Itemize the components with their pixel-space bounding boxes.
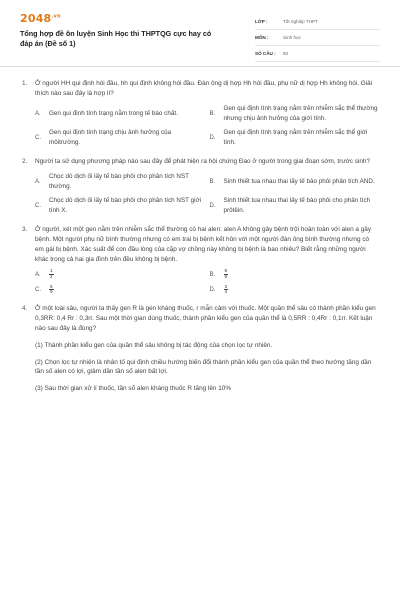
meta-label: SỐ CÂU : (255, 51, 276, 56)
fraction-denominator: 4 (224, 289, 228, 295)
question-text: Ở một loài sâu, người ta thấy gen R là gen kháng thuốc, r mẫn cảm với thuốc. Một quần thể sâu có thành phần kiểu gen 0,3RR: 0,4 Rr : 0,3rr. Sau một thời gian dùng thuốc, thành phần kiểu gen của quần thể là 0,5RR : 0,4Rr : 0,1rr. Kết luận nào sau đây là đúng? (35, 304, 376, 332)
statement-1: (1) Thành phần kiểu gen của quần thể sâu không bị tác động của chọn lọc tự nhiên. (35, 341, 273, 349)
meta-row-subject (255, 30, 380, 46)
option-text: Chọc dò dịch ối lấy tế bào phôi cho phân tích NST giới tính X. (49, 197, 202, 215)
question-1 (22, 79, 378, 148)
question-2 (22, 157, 378, 216)
fraction-denominator: 9 (50, 289, 53, 295)
option-letter: A. (35, 178, 41, 185)
document-meta (255, 14, 380, 62)
question-number: 2. (22, 157, 28, 165)
option-d[interactable] (210, 196, 379, 216)
question-text: Người ta sử dụng phương pháp nào sau đây để phát hiện ra hội chứng Đao ở người trong giai đoạn sớm, trước sinh? (35, 157, 371, 165)
option-text: Chọc dò dịch ối lấy tế bào phôi cho phân tích NST thường. (49, 172, 189, 190)
option-letter: C. (35, 135, 41, 142)
meta-label: MÔN : (255, 35, 269, 40)
meta-row-question-count (255, 46, 380, 62)
meta-row-class (255, 14, 380, 30)
fraction-numerator: 1 (50, 268, 53, 274)
fraction-value (224, 269, 229, 279)
option-letter: C. (35, 286, 41, 293)
fraction-value (224, 285, 229, 295)
logo-text: 2048 (20, 12, 52, 25)
option-letter: D. (209, 135, 216, 142)
question-text: Ở người, xét một gen nằm trên nhiễm sắc thể thường có hai alen: alen A không gây bệnh trội hoàn toàn với alen a gây bệnh. Một người phụ nữ bình thường nhưng có em trai bị bệnh kết hôn với một người đàn ông bình thường nhưng có em gái bị bệnh. Xác suất để con đầu lòng của cặp vợ chồng này không bị bệnh là bao nhiêu? Biết rằng những người khác trong cả hai gia đình trên đều không bị bệnh. (35, 225, 372, 263)
option-text: Sinh thiết tua nhau thai lấy tế bào phôi cho phân tích prôtêin. (223, 197, 371, 215)
option-letter: C. (35, 203, 41, 210)
fraction-numerator: 3 (224, 283, 228, 289)
option-letter: B. (209, 178, 216, 185)
option-text: Gen qui định tính trạng chịu ảnh hưởng của môitrường. (49, 129, 172, 147)
option-letter: D. (209, 286, 216, 293)
answer-options (22, 269, 378, 294)
option-letter: B. (209, 271, 216, 278)
answer-options (22, 104, 378, 148)
option-d[interactable] (210, 128, 379, 148)
option-c[interactable] (35, 128, 204, 148)
meta-value: 50 (283, 51, 289, 56)
fraction-numerator: 8 (224, 268, 228, 274)
option-b[interactable] (210, 172, 379, 192)
document-title: Tổng hợp đề ôn luyện Sinh Học thi THPTQG cực hay có đáp án (Đề số 1) (20, 29, 212, 48)
question-text: Ở người HH qui định hói đầu, hh qui định không hói đầu. Đàn ông dị hợp Hh hói đầu, phụ nữ dị hợp Hh không hói. Giải thích nào sau đây là hợp lí? (35, 80, 373, 97)
question-number: 3. (22, 225, 28, 233)
question-3 (22, 225, 378, 295)
option-letter: D. (209, 203, 216, 210)
option-a[interactable] (35, 104, 204, 124)
option-letter: B. (209, 110, 216, 117)
option-b[interactable] (210, 269, 379, 279)
option-c[interactable] (35, 285, 204, 295)
option-b[interactable] (210, 104, 379, 124)
option-text: Gen qui định tính trạng nằm trên nhiễm sắc thể thường nhưng chịu ảnh hưởng của giới tính. (223, 104, 378, 122)
option-a[interactable] (35, 172, 204, 192)
option-a[interactable] (35, 269, 204, 279)
statement-3: (3) Sau thời gian xử lí thuốc, tần số alen kháng thuốc R tăng lên 10% (35, 385, 232, 393)
statement-2: (2) Chọn lọc tự nhiên là nhân tố qui định chiều hướng biến đổi thành phần kiểu gen của quần thể theo hướng tăng dần tần số alen có lợi, giảm dần tần số alen bất lợi. (35, 358, 372, 376)
option-text: Gen qui định tính trạng nằm trên nhiễm sắc thể giới tính. (223, 129, 368, 147)
meta-value: Tốt nghiệp THPT (283, 19, 318, 24)
option-letter: A. (35, 110, 41, 117)
option-text: Gen qui định tính trạng nằm trong tế bào chất. (49, 109, 178, 117)
question-4 (22, 304, 378, 394)
fraction-value (49, 285, 54, 295)
meta-value: Sinh học (283, 35, 301, 40)
question-number: 4. (22, 304, 28, 312)
meta-label: LỚP : (255, 19, 268, 24)
option-c[interactable] (35, 196, 204, 216)
fraction-numerator: 5 (50, 283, 53, 289)
logo-suffix: .vn (51, 13, 61, 20)
question-list (0, 67, 400, 394)
option-d[interactable] (210, 285, 379, 295)
fraction-value (49, 269, 54, 279)
option-letter: A. (35, 271, 41, 278)
fraction-denominator: 2 (50, 274, 53, 280)
option-text: Sinh thiết tua nhau thai lấy tế bào phôi phân tích AND. (223, 177, 375, 185)
question-number: 1. (22, 80, 28, 87)
answer-options (22, 172, 378, 216)
page-header (0, 0, 400, 66)
fraction-denominator: 9 (224, 274, 228, 280)
